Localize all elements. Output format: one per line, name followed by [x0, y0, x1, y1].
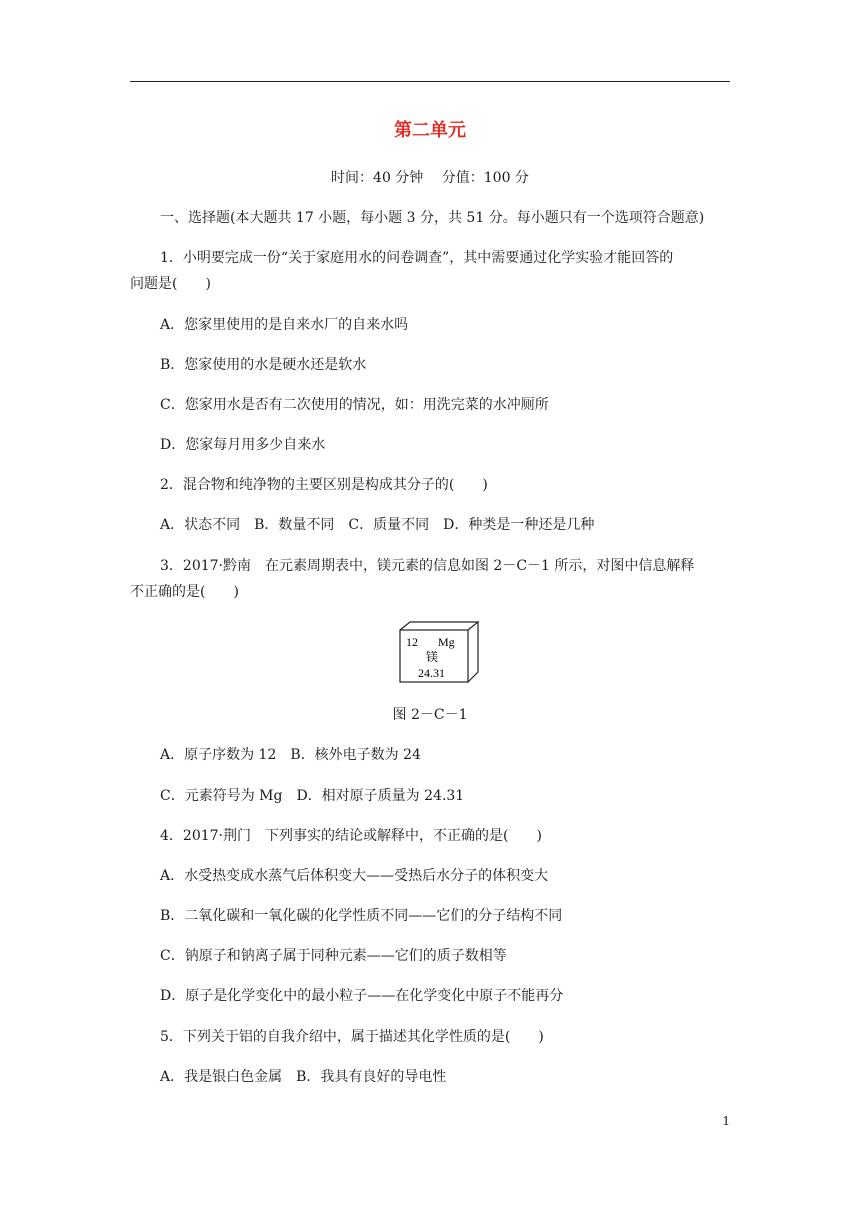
- page-title: 第二单元: [394, 120, 466, 141]
- q4-option-a: A．水受热变成水蒸气后体积变大——受热后水分子的体积变大: [160, 868, 549, 884]
- q1-option-a: A．您家里使用的是自来水厂的自来水吗: [160, 317, 409, 333]
- q4-option-d: D．原子是化学变化中的最小粒子——在化学变化中原子不能再分: [160, 988, 564, 1004]
- element-number: 12: [406, 635, 418, 649]
- q1-option-d: D．您家每月用多少自来水: [160, 437, 326, 453]
- section-heading: 一、选择题(本大题共 17 小题，每小题 3 分，共 51 分。每小题只有一个选项符合题意): [160, 210, 705, 226]
- q1-option-c: C．您家用水是否有二次使用的情况，如：用洗完菜的水冲厕所: [160, 397, 549, 413]
- exam-meta: 时间：40 分钟 分值：100 分: [331, 170, 529, 186]
- element-symbol: Mg: [438, 635, 455, 649]
- q1-stem-line1: 1．小明要完成一份“关于家庭用水的问卷调查”，其中需要通过化学实验才能回答的: [160, 250, 674, 266]
- header-rule: [130, 81, 730, 82]
- q1-stem-line2: 问题是( ): [130, 276, 211, 292]
- q5-stem: 5．下列关于铝的自我介绍中，属于描述其化学性质的是( ): [160, 1029, 544, 1045]
- q3-options-cd: C．元素符号为 Mg D．相对原子质量为 24.31: [160, 788, 465, 804]
- q3-stem-line2: 不正确的是( ): [130, 584, 239, 600]
- q3-stem-line1: 3．2017·黔南 在元素周期表中，镁元素的信息如图 2－C－1 所示，对图中信息解释: [160, 558, 695, 574]
- figure-caption: 图 2－C－1: [392, 707, 468, 723]
- page-number: 1: [722, 1114, 730, 1128]
- q1-option-b: B．您家使用的水是硬水还是软水: [160, 357, 367, 373]
- q4-stem: 4．2017·荆门 下列事实的结论或解释中，不正确的是( ): [160, 828, 542, 844]
- q2-options: A．状态不同 B．数量不同 C．质量不同 D．种类是一种还是几种: [160, 517, 595, 533]
- q2-stem: 2．混合物和纯净物的主要区别是构成其分子的( ): [160, 477, 488, 493]
- q5-options-ab: A．我是银白色金属 B．我具有良好的导电性: [160, 1069, 447, 1085]
- q4-option-c: C．钠原子和钠离子属于同种元素——它们的质子数相等: [160, 948, 507, 964]
- element-mass: 24.31: [418, 666, 445, 680]
- element-name: 镁: [426, 650, 439, 664]
- q3-options-ab: A．原子序数为 12 B．核外电子数为 24: [160, 747, 421, 763]
- q4-option-b: B．二氧化碳和一氧化碳的化学性质不同——它们的分子结构不同: [160, 908, 563, 924]
- element-cell-figure: [398, 620, 482, 684]
